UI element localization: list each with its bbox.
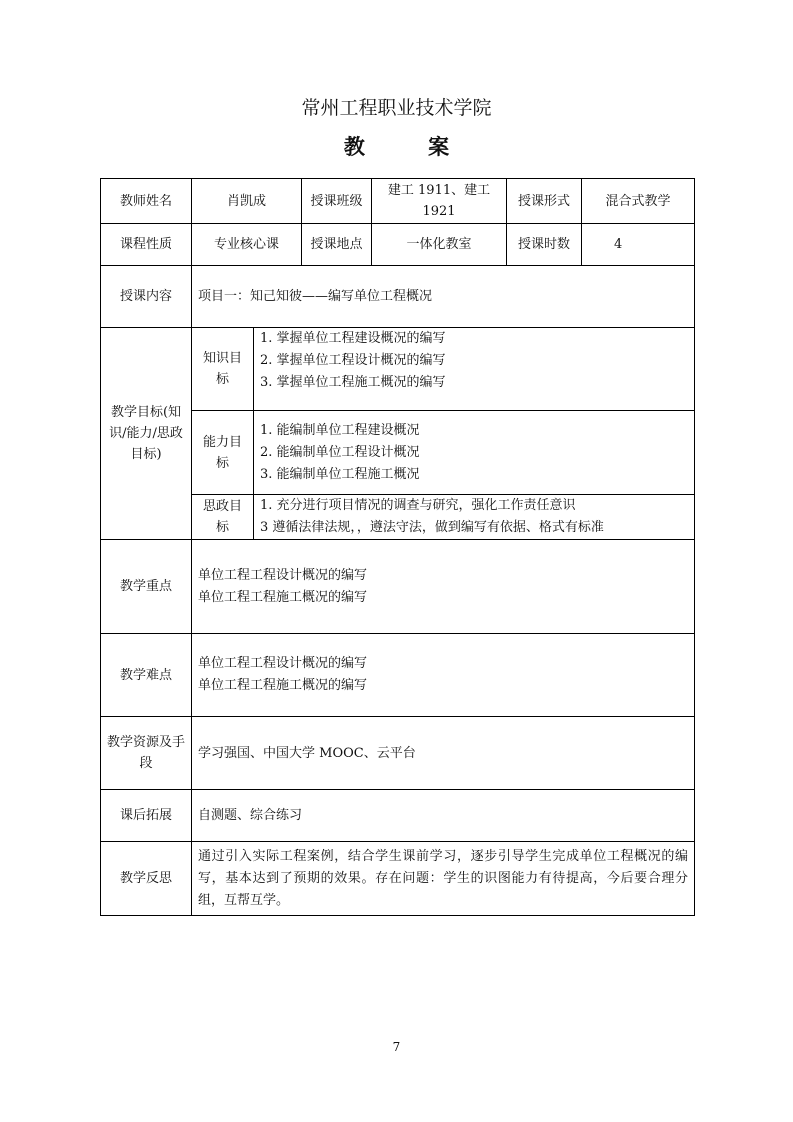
homework-value: 自测题、综合练习	[192, 790, 695, 842]
form-label: 授课形式	[507, 179, 582, 224]
knowledge-goals-label: 知识目标	[192, 328, 254, 411]
place-value: 一体化教室	[372, 224, 507, 266]
school-name: 常州工程职业技术学院	[301, 97, 492, 119]
knowledge-goals-list	[254, 328, 695, 411]
list-item: 1. 充分进行项目情况的调查与研究，强化工作责任意识	[260, 498, 576, 513]
table-row	[101, 328, 695, 411]
ideology-goals-label: 思政目标	[192, 495, 254, 540]
key-points-list	[192, 540, 695, 634]
list-item: 1. 能编制单位工程建设概况	[260, 422, 420, 438]
class-value: 建工 1911、建工 1921	[372, 179, 507, 224]
table-row	[101, 634, 695, 717]
lesson-plan-table	[100, 178, 695, 916]
ideology-goals-list	[254, 495, 695, 540]
list-item: 单位工程工程设计概况的编写	[198, 656, 368, 671]
list-item: 2. 掌握单位工程设计概况的编写	[260, 353, 446, 368]
teacher-value: 肖凯成	[192, 179, 302, 224]
content-value: 项目一：知己知彼——编写单位工程概况	[192, 266, 695, 328]
table-row	[101, 266, 695, 328]
hours-label: 授课时数	[507, 224, 582, 266]
reflection-value: 通过引入实际工程案例，结合学生课前学习，逐步引导学生完成单位工程概况的编写，基本达到了预期的效果。存在问题：学生的识图能力有待提高，今后要合理分组，互帮互学。	[192, 842, 695, 916]
nature-label: 课程性质	[101, 224, 192, 266]
difficulties-label: 教学难点	[101, 634, 192, 717]
content-label: 授课内容	[101, 266, 192, 328]
list-item: 3 遵循法律法规，，遵法守法，做到编写有依据、格式有标准	[260, 520, 604, 535]
hours-value: 4	[582, 224, 695, 266]
class-label: 授课班级	[302, 179, 372, 224]
goals-label: 教学目标(知识/能力/思政目标)	[101, 328, 192, 540]
reflection-label: 教学反思	[101, 842, 192, 916]
list-item: 3. 能编制单位工程施工概况	[260, 466, 420, 482]
list-item: 1. 掌握单位工程建设概况的编写	[260, 331, 446, 346]
list-item: 3. 掌握单位工程施工概况的编写	[260, 375, 446, 390]
table-row	[101, 842, 695, 916]
list-item: 单位工程工程施工概况的编写	[198, 678, 368, 693]
difficulties-list	[192, 634, 695, 717]
document-title: 教 案	[343, 134, 478, 159]
table-row	[101, 540, 695, 634]
list-item: 2. 能编制单位工程设计概况	[260, 444, 420, 460]
table-row	[101, 224, 695, 266]
ability-goals-label: 能力目标	[192, 411, 254, 495]
key-points-label: 教学重点	[101, 540, 192, 634]
teacher-label: 教师姓名	[101, 179, 192, 224]
place-label: 授课地点	[302, 224, 372, 266]
form-value: 混合式教学	[582, 179, 695, 224]
table-row	[101, 179, 695, 224]
list-item: 单位工程工程施工概况的编写	[198, 589, 368, 605]
resources-label: 教学资源及手段	[101, 717, 192, 790]
nature-value: 专业核心课	[192, 224, 302, 266]
page-number: 7	[392, 1040, 401, 1054]
resources-value: 学习强国、中国大学 MOOC、云平台	[192, 717, 695, 790]
list-item: 单位工程工程设计概况的编写	[198, 567, 368, 583]
table-row	[101, 790, 695, 842]
ability-goals-list	[254, 411, 695, 495]
homework-label: 课后拓展	[101, 790, 192, 842]
table-row	[101, 717, 695, 790]
